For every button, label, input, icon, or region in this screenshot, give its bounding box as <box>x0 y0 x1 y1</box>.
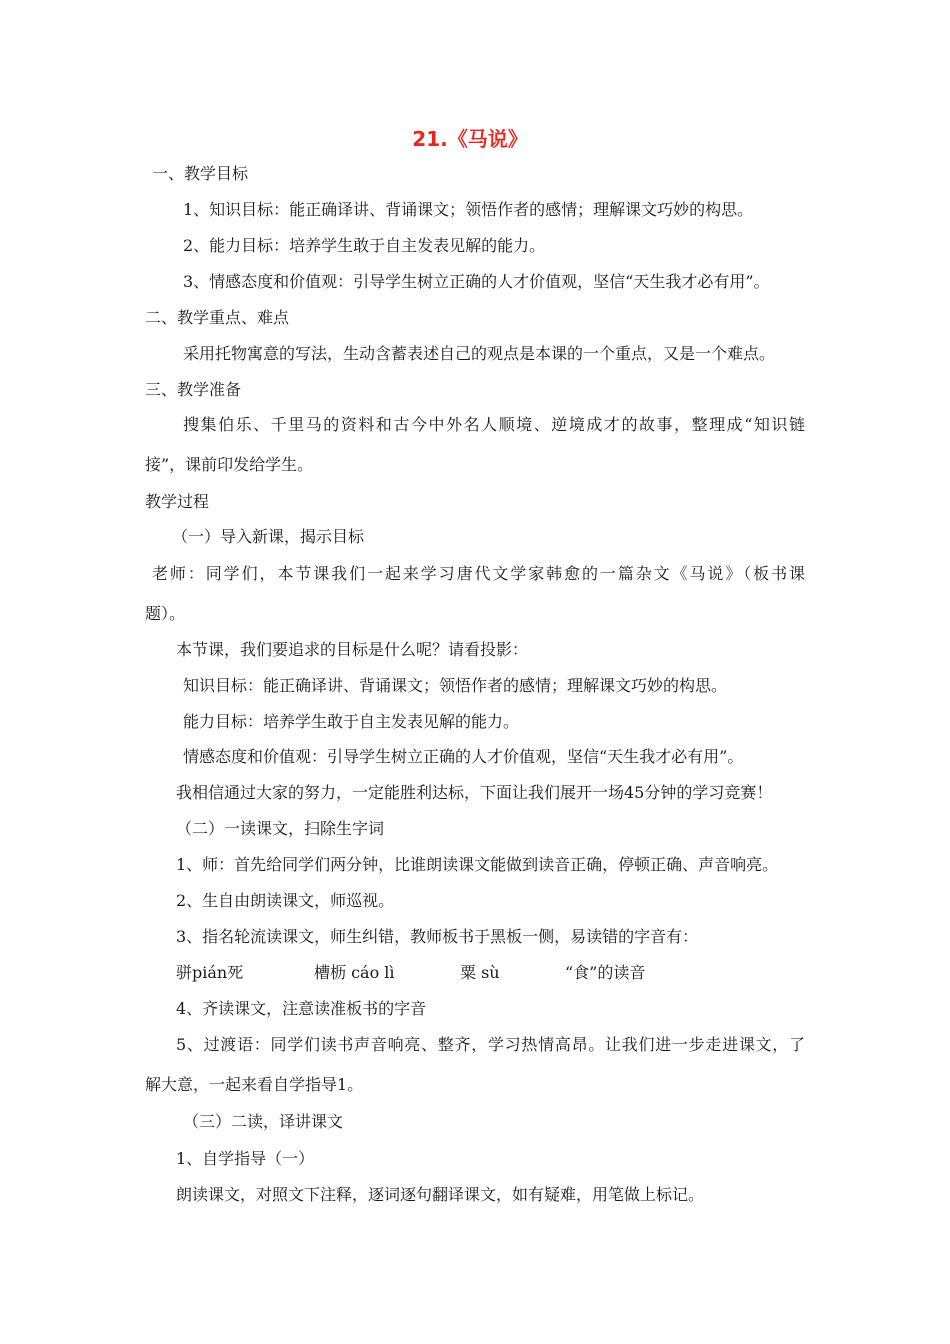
guide-text: 朗读课文，对照文下注释，逐词逐句翻译课文，如有疑难，用笔做上标记。 <box>176 1185 705 1204</box>
step5-line2: 解大意，一起来看自学指导1。 <box>145 1075 364 1094</box>
pinyin-shi: “食”的读音 <box>565 963 646 982</box>
pinyin-su: 粟 sù <box>460 963 500 982</box>
key-points-text: 采用托物寓意的写法，生动含蓄表述自己的观点是本课的一个重点，又是一个难点。 <box>183 344 776 363</box>
step1: 1、师：首先给同学们两分钟，比谁朗读课文能做到读音正确，停顿正确、声音响亮。 <box>176 855 779 874</box>
objective-ability: 2、能力目标：培养学生敢于自主发表见解的能力。 <box>183 236 546 255</box>
step2: 2、生自由朗读课文，师巡视。 <box>176 891 395 910</box>
pinyin-caoli: 槽枥 cáo lì <box>314 963 395 982</box>
goal-knowledge: 知识目标：能正确译讲、背诵课文；领悟作者的感情；理解课文巧妙的构思。 <box>183 676 728 695</box>
step4: 4、齐读课文，注意读准板书的字音 <box>176 999 427 1018</box>
objective-knowledge: 1、知识目标：能正确译讲、背诵课文；领悟作者的感情；理解课文巧妙的构思。 <box>183 200 754 219</box>
part1-heading: （一）导入新课，揭示目标 <box>172 527 365 546</box>
belief-line: 我相信通过大家的努力，一定能胜利达标，下面让我们展开一场45分钟的学习竞赛！ <box>176 783 773 802</box>
goal-attitude: 情感态度和价值观：引导学生树立正确的人才价值观，坚信“天生我才必有用”。 <box>183 747 744 766</box>
pinyin-pian: 骈pián死 <box>176 963 244 982</box>
preparation-text-line2: 接”，课前印发给学生。 <box>145 455 314 474</box>
part3-heading: （三）二读，译讲课文 <box>183 1112 344 1131</box>
preparation-text-line1: 搜集伯乐、千里马的资料和古今中外名人顺境、逆境成才的故事，整理成“知识链 <box>183 415 805 434</box>
part2-heading: （二）一读课文，扫除生字词 <box>176 819 385 838</box>
goal-intro: 本节课，我们要追求的目标是什么呢？请看投影： <box>176 640 529 659</box>
process-heading: 教学过程 <box>145 492 210 511</box>
goal-ability: 能力目标：培养学生敢于自主发表见解的能力。 <box>183 712 520 731</box>
guide-heading: 1、自学指导（一） <box>176 1149 315 1168</box>
section-heading-objectives: 一、教学目标 <box>152 164 249 183</box>
section-heading-key-points: 二、教学重点、难点 <box>145 308 290 327</box>
section-heading-preparation: 三、教学准备 <box>145 380 242 399</box>
teacher-line2: 题）。 <box>145 604 186 623</box>
step3: 3、指名轮流读课文，师生纠错，教师板书于黑板一侧，易读错的字音有： <box>176 927 699 946</box>
teacher-line1: 老师：同学们，本节课我们一起来学习唐代文学家韩愈的一篇杂文《马说》（板书课 <box>152 564 805 583</box>
page-title: 21.《马说》 <box>412 127 528 151</box>
objective-attitude: 3、情感态度和价值观：引导学生树立正确的人才价值观，坚信“天生我才必有用”。 <box>183 272 770 291</box>
step5-line1: 5、过渡语：同学们读书声音响亮、整齐，学习热情高昂。让我们进一步走进课文，了 <box>176 1035 805 1054</box>
